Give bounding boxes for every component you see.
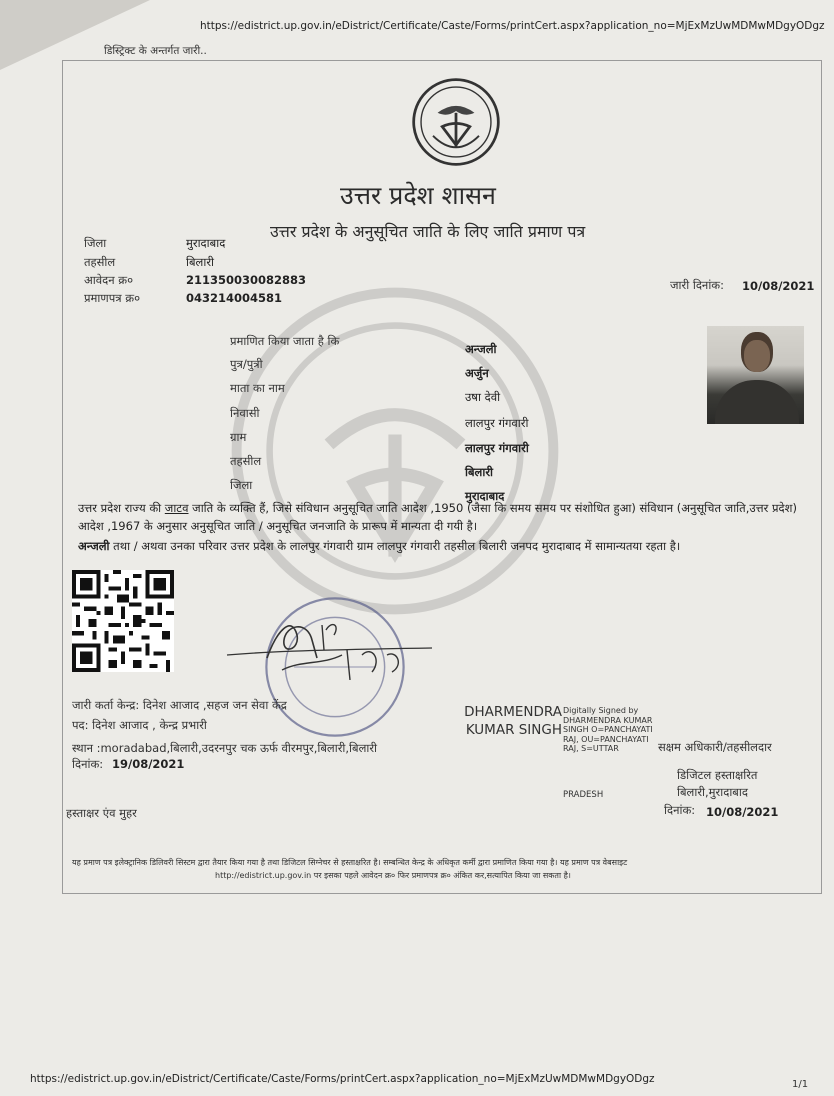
- issuer-post: पद: दिनेश आजाद , केन्द्र प्रभारी: [72, 718, 207, 732]
- meta-certificate-number: 043214004581: [186, 291, 283, 305]
- footer-note-line1: यह प्रमाण पत्र इलेक्ट्रानिक डिलिवरी सिस्टम द्वारा तैयार किया गया है तथा डिजिटल सिग्नेचर से हस्ताक्षरित है। सम्बन्धित केन्द्र के अधिकृत कर्मी द्वारा प्रमाणित किया गया है। यह प्रमाण पत्र वेबसाइट: [72, 858, 628, 867]
- up-government-emblem-icon: [408, 76, 504, 168]
- print-url-bottom: https://edistrict.up.gov.in/eDistrict/Certificate/Caste/Forms/printCert.aspx?application_no=MjExMzUwMDMwMDgyODgz: [30, 1073, 655, 1085]
- issued-under-district-tag: डिस्ट्रिक्ट के अन्तर्गत जारी..: [104, 45, 207, 57]
- signature-seal-label: हस्ताक्षर एंव मुहर: [66, 806, 137, 820]
- caste-statement: [78, 499, 818, 535]
- field-certified-label: प्रमाणित किया जाता है कि: [230, 334, 340, 348]
- field-certified-value: अन्जली: [465, 342, 497, 356]
- issuer-date-label: दिनांक:: [72, 757, 104, 771]
- meta-tehsil-label: तहसील: [84, 255, 116, 269]
- meta-certificate-label: प्रमाणपत्र क्र०: [84, 291, 141, 305]
- field-district-label: जिला: [230, 478, 253, 492]
- field-village-label: ग्राम: [230, 430, 247, 444]
- meta-district-label: जिला: [84, 236, 107, 250]
- authority-digital-signed: डिजिटल हस्ताक्षरित: [677, 768, 758, 782]
- authority-place: बिलारी,मुरादाबाद: [677, 785, 748, 799]
- digital-signature-state: PRADESH: [563, 790, 604, 800]
- authority-date-label: दिनांक:: [664, 803, 696, 817]
- field-resident-value: लालपुर गंगवारी: [465, 416, 529, 430]
- authority-date-value: 10/08/2021: [706, 805, 779, 819]
- print-url-top: https://edistrict.up.gov.in/eDistrict/Certificate/Caste/Forms/printCert.aspx?application_no=MjExMzUwMDMwMDgyODgz: [200, 20, 825, 32]
- footer-note-line2: http://edistrict.up.gov.in पर इसका पहले आवेदन क्र० फिर प्रमाणपत्र क्र० अंकित कर,सत्यापित किया जा सकता है।: [215, 871, 571, 880]
- authority-title: सक्षम अधिकारी/तहसीलदार: [658, 740, 772, 754]
- field-tehsil-value: बिलारी: [465, 465, 494, 479]
- meta-application-number: 211350030082883: [186, 273, 307, 287]
- signature-icon: [222, 610, 442, 680]
- issuing-center: जारी कर्ता केन्द्र: दिनेश आजाद ,सहज जन सेवा केंद्र: [72, 698, 287, 712]
- meta-district-value: मुरादाबाद: [186, 236, 226, 250]
- field-child-of-value: अर्जुन: [465, 366, 489, 380]
- statement-rest: जाति के व्यक्ति हैं, जिसे संविधान अनुसूचित जाति आदेश ,1950 (जैसा कि समय समय पर संशोधित हुआ) संविधान (अनुसूचित जाति,उत्तर प्रदेश) आदेश ,1967 के अनुसार अनुसूचित जाति / अनुसूचित जनजाति के प्रारूप में मान्यता दी गयी है।: [78, 501, 797, 533]
- field-tehsil-label: तहसील: [230, 454, 262, 468]
- field-village-value: लालपुर गंगवारी: [465, 441, 529, 455]
- issuer-place: स्थान :moradabad,बिलारी,उदरनपुर चक ऊर्फ वीरमपुर,बिलारी,बिलारी: [72, 741, 378, 755]
- meta-issue-date-label: जारी दिनांक:: [670, 278, 725, 292]
- issuer-date-value: 19/08/2021: [112, 757, 185, 771]
- residence-name: अन्जली: [78, 539, 110, 553]
- digital-signature-details: Digitally Signed by DHARMENDRA KUMAR SINGH O=PANCHAYATI RAJ, OU=PANCHAYATI RAJ, S=UTTAR: [563, 706, 653, 753]
- digital-signer-name: DHARMENDRA KUMAR SINGH: [464, 704, 562, 738]
- field-child-of-label: पुत्र/पुत्री: [230, 357, 263, 371]
- field-resident-label: निवासी: [230, 406, 260, 420]
- field-district-value: मुरादाबाद: [465, 489, 505, 503]
- field-mother-label: माता का नाम: [230, 381, 285, 395]
- meta-issue-date-value: 10/08/2021: [742, 279, 815, 293]
- page-number: 1/1: [792, 1079, 809, 1090]
- field-mother-value: उषा देवी: [465, 390, 501, 404]
- document-title: उत्तर प्रदेश शासन: [340, 181, 496, 210]
- qr-code-icon: [72, 570, 174, 672]
- document-subtitle: उत्तर प्रदेश के अनुसूचित जाति के लिए जाति प्रमाण पत्र: [270, 222, 586, 241]
- applicant-photo: [707, 326, 804, 424]
- residence-statement: [78, 537, 818, 555]
- caste-name: जाटव: [164, 501, 189, 515]
- meta-tehsil-value: बिलारी: [186, 255, 215, 269]
- meta-application-label: आवेदन क्र०: [84, 273, 134, 287]
- statement-prefix: उत्तर प्रदेश राज्य की: [78, 501, 165, 515]
- residence-text: तथा / अथवा उनका परिवार उत्तर प्रदेश के लालपुर गंगवारी ग्राम लालपुर गंगवारी तहसील बिलारी जनपद मुरादाबाद में सामान्यतया रहता है।: [109, 539, 681, 553]
